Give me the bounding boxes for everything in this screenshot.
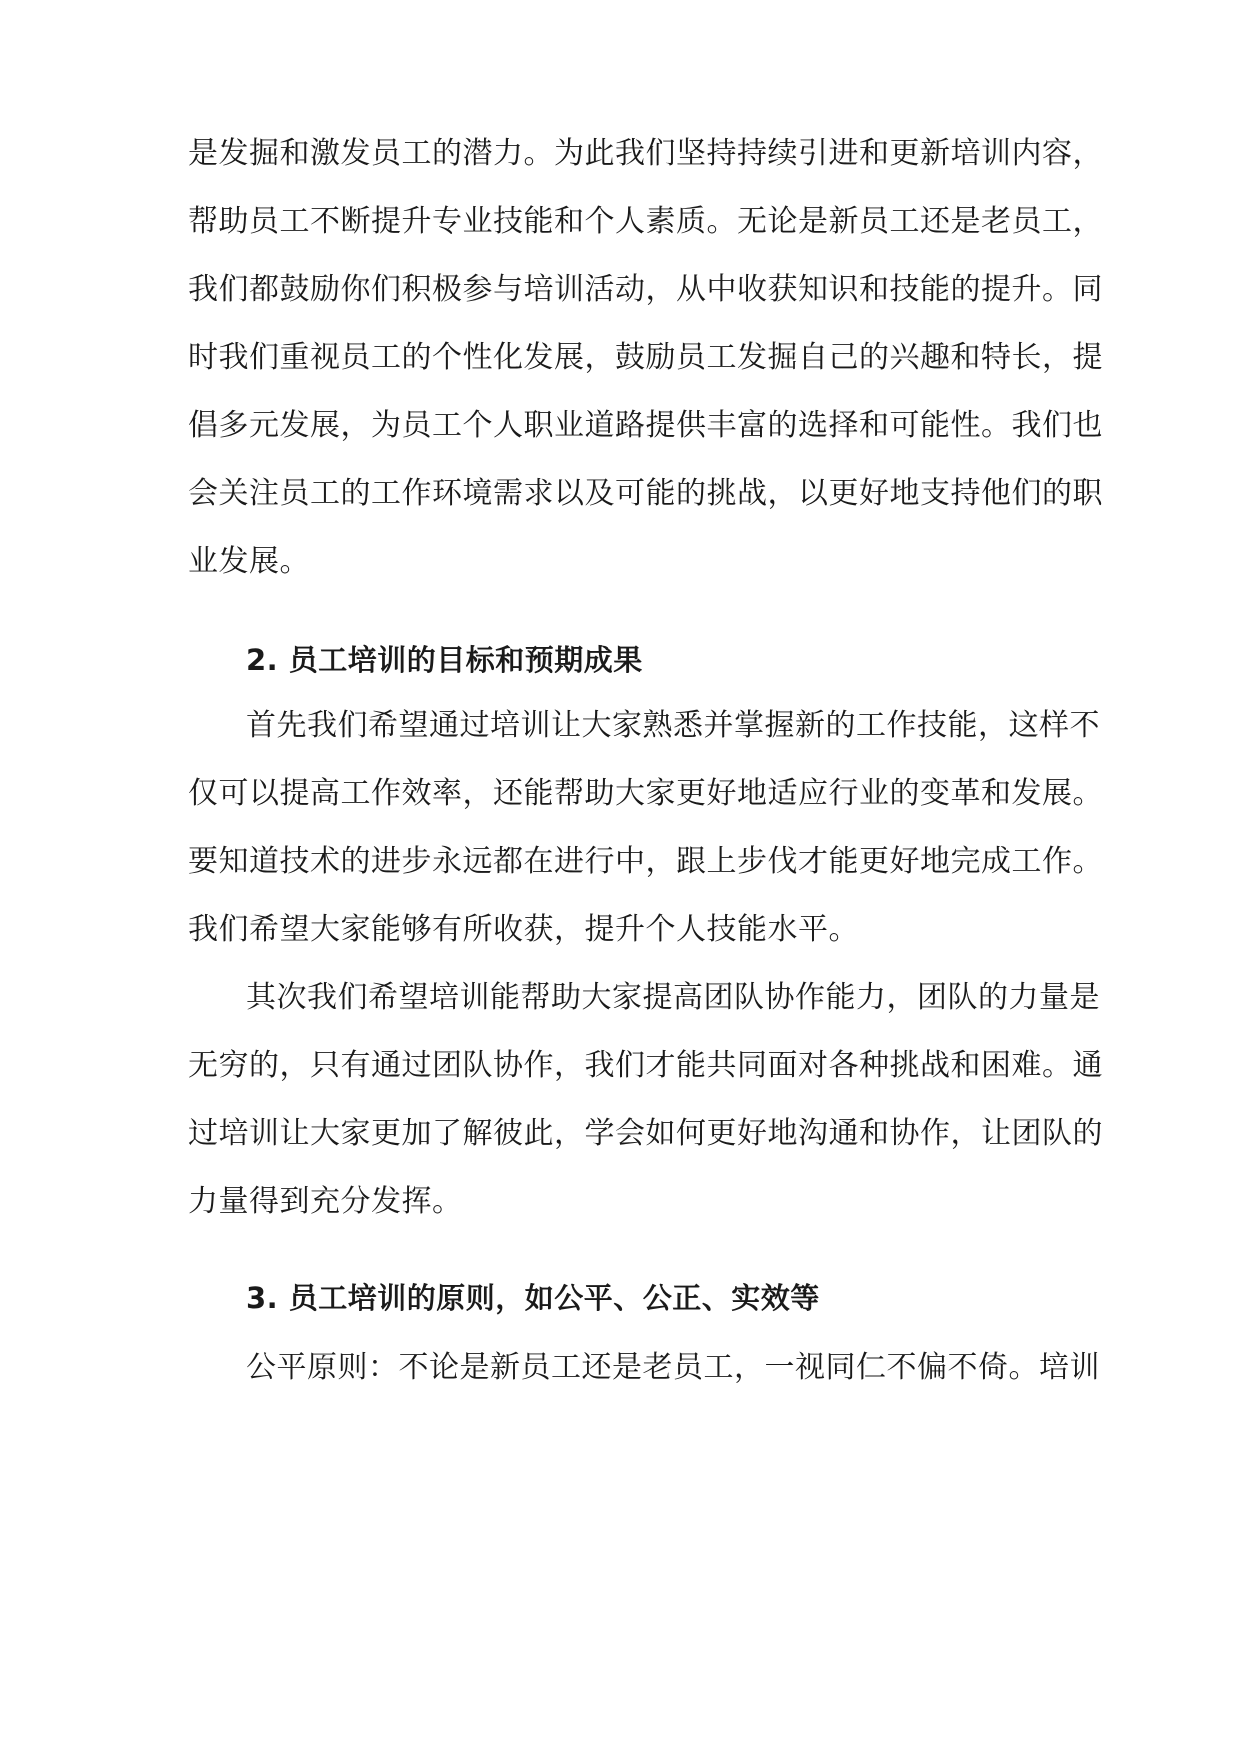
paragraph-3-line-1: 其次我们希望培训能帮助大家提高团队协作能力，团队的力量是 [246, 980, 1100, 1015]
paragraph-3-line-3: 过培训让大家更加了解彼此，学会如何更好地沟通和协作，让团队的 [188, 1116, 1103, 1151]
paragraph-1-line-6: 会关注员工的工作环境需求以及可能的挑战，以更好地支持他们的职 [188, 476, 1103, 511]
paragraph-2-line-3: 要知道技术的进步永远都在进行中，跟上步伐才能更好地完成工作。 [188, 844, 1103, 879]
paragraph-2-line-1: 首先我们希望通过培训让大家熟悉并掌握新的工作技能，这样不 [246, 708, 1100, 743]
paragraph-4-line-1: 公平原则：不论是新员工还是老员工，一视同仁不偏不倚。培训 [246, 1350, 1100, 1385]
paragraph-1-line-1: 是发掘和激发员工的潜力。为此我们坚持持续引进和更新培训内容， [188, 136, 1103, 171]
paragraph-1-line-2: 帮助员工不断提升专业技能和个人素质。无论是新员工还是老员工， [188, 204, 1103, 239]
paragraph-1-line-7: 业发展。 [188, 544, 310, 579]
section-heading-3: 3. 员工培训的原则，如公平、公正、实效等 [246, 1281, 820, 1315]
paragraph-3-line-2: 无穷的，只有通过团队协作，我们才能共同面对各种挑战和困难。通 [188, 1048, 1103, 1083]
paragraph-1-line-3: 我们都鼓励你们积极参与培训活动，从中收获知识和技能的提升。同 [188, 272, 1103, 307]
paragraph-1-line-4: 时我们重视员工的个性化发展，鼓励员工发掘自己的兴趣和特长，提 [188, 340, 1103, 375]
paragraph-2-line-2: 仅可以提高工作效率，还能帮助大家更好地适应行业的变革和发展。 [188, 776, 1103, 811]
paragraph-3-line-4: 力量得到充分发挥。 [188, 1184, 463, 1219]
section-heading-2: 2. 员工培训的目标和预期成果 [246, 643, 643, 677]
paragraph-2-line-4: 我们希望大家能够有所收获，提升个人技能水平。 [188, 912, 859, 947]
paragraph-1-line-5: 倡多元发展，为员工个人职业道路提供丰富的选择和可能性。我们也 [188, 408, 1103, 443]
